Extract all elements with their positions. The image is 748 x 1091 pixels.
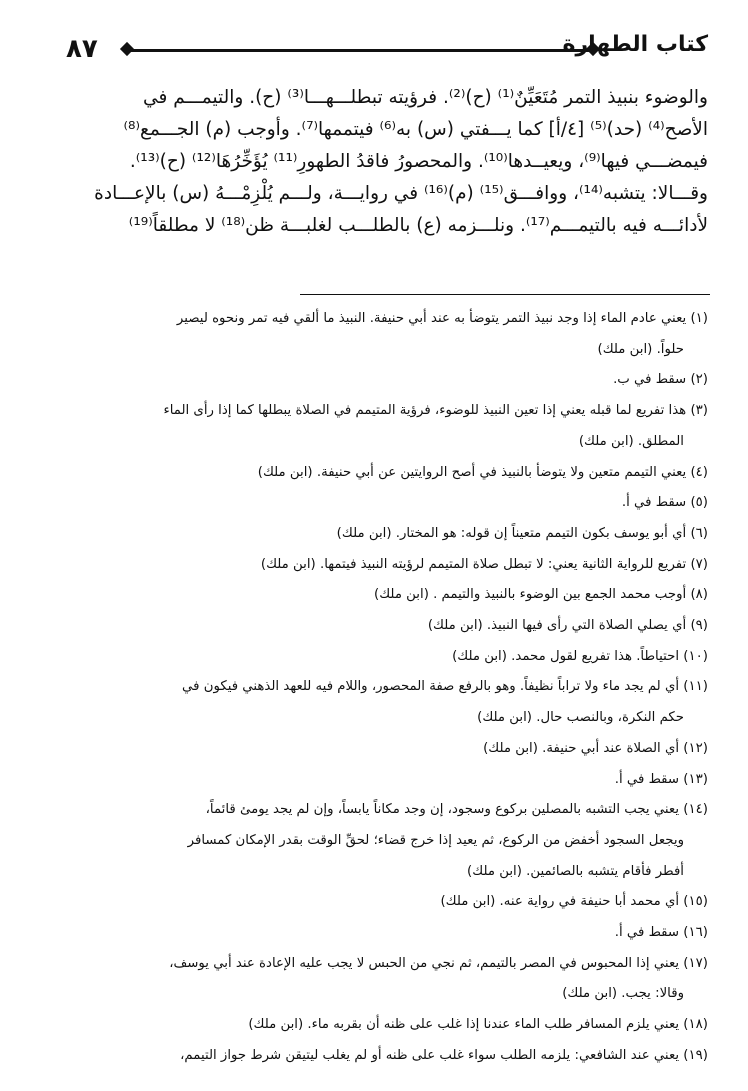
footnote-text: يعني التيمم متعين ولا يتوضأ بالنبيذ في أصح الروايتين عن أبي حنيفة. (ابن ملك) bbox=[257, 464, 687, 480]
footnote-number: (١٣) bbox=[683, 771, 708, 787]
page-header bbox=[66, 30, 708, 70]
footnote bbox=[52, 734, 708, 765]
footnote-text: يعني يجب التشبه بالمصلين بركوع وسجود، إن وجد مكاناً يابساً، وإن لم يجد يومئ قائماً، bbox=[205, 802, 680, 818]
footnote-text-continued: وقالا: يجب. (ابن ملك) bbox=[562, 986, 684, 1002]
footnote-text: سقط في أ. bbox=[614, 925, 680, 941]
footnote-number: (٤) bbox=[690, 464, 708, 480]
footnote-text: يعني إذا المحبوس في المصر بالتيمم، ثم نجي من الحبس لا يجب عليه الإعادة عند أبي يوسف، bbox=[169, 955, 680, 971]
footnote-text: سقط في ب. bbox=[613, 372, 687, 388]
footnote-text: هذا تفريع لما قبله يعني إذا تعين النبيذ للوضوء، فرؤية المتيمم في الصلاة يبطلها كما إذا رأى الماء bbox=[163, 403, 687, 419]
footnote-number: (٨) bbox=[690, 587, 708, 603]
footnote bbox=[52, 918, 708, 949]
footnote-number: (١٦) bbox=[683, 925, 708, 941]
footnote-text: احتياطاً. هذا تفريع لقول محمد. (ابن ملك) bbox=[452, 648, 680, 664]
main-text bbox=[68, 82, 708, 242]
footnote-text: أي الصلاة عند أبي حنيفة. (ابن ملك) bbox=[483, 740, 680, 756]
main-text-line: الأصح⁽⁴⁾ (حد)⁽⁵⁾ [٤/أ] كما يـــفتي (س) به⁽⁶⁾ فيتممها⁽⁷⁾. وأوجب (م) الجـــمع⁽⁸⁾ bbox=[123, 119, 708, 140]
footnote-number: (٥) bbox=[690, 495, 708, 511]
main-text-line: والوضوء بنبيذ التمر مُتَعَيِّنٌ⁽¹⁾ (ح)⁽²⁾. فرؤيته تبطلـــهـــا⁽³⁾ (ح). والتيمـــم في bbox=[143, 87, 708, 108]
footnote bbox=[52, 365, 708, 396]
footnote-text-continued: حلواً. (ابن ملك) bbox=[597, 341, 684, 357]
footnote-number: (٩) bbox=[690, 618, 708, 634]
page-number: ٨٧ bbox=[66, 34, 98, 64]
footnote bbox=[52, 642, 708, 673]
footnote-text: يعني عند الشافعي: يلزمه الطلب سواء غلب على ظنه أو لم يغلب ليتيقن شرط جواز التيمم، bbox=[180, 1047, 680, 1063]
footnote-number: (٦) bbox=[690, 525, 708, 541]
footnote-number: (١٧) bbox=[683, 955, 708, 971]
footnote-number: (٣) bbox=[690, 403, 708, 419]
footnote-number: (٢) bbox=[690, 372, 708, 388]
footnote bbox=[52, 887, 708, 918]
footnote-text-continued: حكم النكرة، وبالنصب حال. (ابن ملك) bbox=[477, 710, 684, 726]
footnote-number: (١١) bbox=[683, 679, 708, 695]
footnote-separator bbox=[300, 294, 710, 295]
footnote-number: (٧) bbox=[690, 556, 708, 572]
footnote bbox=[52, 519, 708, 550]
footnote bbox=[52, 550, 708, 581]
footnote bbox=[52, 611, 708, 642]
footnote-number: (١٥) bbox=[683, 894, 708, 910]
footnotes bbox=[52, 304, 708, 1072]
footnote-text: أي محمد أبا حنيفة في رواية عنه. (ابن ملك) bbox=[440, 894, 680, 910]
footnote-text: أي يصلي الصلاة التي رأى فيها النبيذ. (ابن ملك) bbox=[427, 618, 687, 634]
main-text-line: وقـــالا: يتشبه⁽¹⁴⁾، ووافـــق⁽¹⁵⁾ (م)⁽¹⁶⁾ في روايـــة، ولـــم يُلْزِمْـــهُ (س) بالإعـــادة bbox=[94, 183, 708, 204]
footnote bbox=[52, 488, 708, 519]
footnote-text: أي لم يجد ماء ولا تراباً نظيفاً. وهو بالرفع صفة المحصور، واللام فيه للعهد الذهني فيكون في bbox=[182, 679, 680, 695]
footnote bbox=[52, 949, 708, 1010]
footnote-number: (١) bbox=[690, 311, 708, 326]
footnote-number: (١٩) bbox=[683, 1047, 708, 1063]
footnote-text: تفريع للرواية الثانية يعني: لا تبطل صلاة المتيمم لرؤيته النبيذ فيتمها. (ابن ملك) bbox=[260, 556, 687, 572]
footnote-number: (١٠) bbox=[683, 648, 708, 664]
footnote bbox=[52, 396, 708, 457]
footnote-text-continued: أفطر فأقام يتشبه بالصائمين. (ابن ملك) bbox=[467, 863, 684, 879]
footnote bbox=[52, 580, 708, 611]
footnote bbox=[52, 1010, 708, 1041]
footnote bbox=[52, 458, 708, 489]
footnote-number: (١٨) bbox=[683, 1017, 708, 1033]
footnote-number: (١٤) bbox=[683, 802, 708, 818]
header-rule bbox=[128, 49, 592, 52]
footnote-text-continued: المطلق. (ابن ملك) bbox=[578, 433, 684, 449]
footnote-text-continued: ويجعل السجود أخفض من الركوع، ثم يعيد إذا خرج قضاء؛ لحقِّ الوقت بقدر الإمكان كمسافر bbox=[187, 832, 684, 848]
footnote-text: سقط في أ. bbox=[621, 495, 687, 511]
footnote-text: أي أبو يوسف بكون التيمم متعيناً إن قوله: هو المختار. (ابن ملك) bbox=[336, 525, 687, 541]
main-text-line: لأدائـــه فيه بالتيمـــم⁽¹⁷⁾. ونلـــزمه (ع) بالطلـــب لغلبـــة ظن⁽¹⁸⁾ لا مطلقاً⁽¹⁹⁾ bbox=[128, 215, 708, 236]
book-title: كتاب الطهارة bbox=[562, 32, 708, 57]
footnote-text: سقط في أ. bbox=[614, 771, 680, 787]
footnote-text: يعني يلزم المسافر طلب الماء عندنا إذا غلب على ظنه أن بقربه ماء. (ابن ملك) bbox=[248, 1017, 680, 1033]
footnote-number: (١٢) bbox=[683, 740, 708, 756]
footnote bbox=[52, 304, 708, 365]
footnote-text: يعني عادم الماء إذا وجد نبيذ التمر يتوضأ به عند أبي حنيفة. النبيذ ما ألقي فيه تمر ونحوه ليصير bbox=[176, 311, 687, 326]
footnote bbox=[52, 672, 708, 733]
main-text-line: فيمضـــي فيها⁽⁹⁾، ويعيــدها⁽¹⁰⁾. والمحصورُ فاقدُ الطهورِ⁽¹¹⁾ يُؤَخِّرُهَا⁽¹²⁾ (ح)⁽¹³⁾. bbox=[129, 151, 708, 172]
footnote bbox=[52, 795, 708, 887]
footnote-text: أوجب محمد الجمع بين الوضوء بالنبيذ والتيمم . (ابن ملك) bbox=[374, 587, 687, 603]
footnote bbox=[52, 1041, 708, 1072]
footnote bbox=[52, 765, 708, 796]
